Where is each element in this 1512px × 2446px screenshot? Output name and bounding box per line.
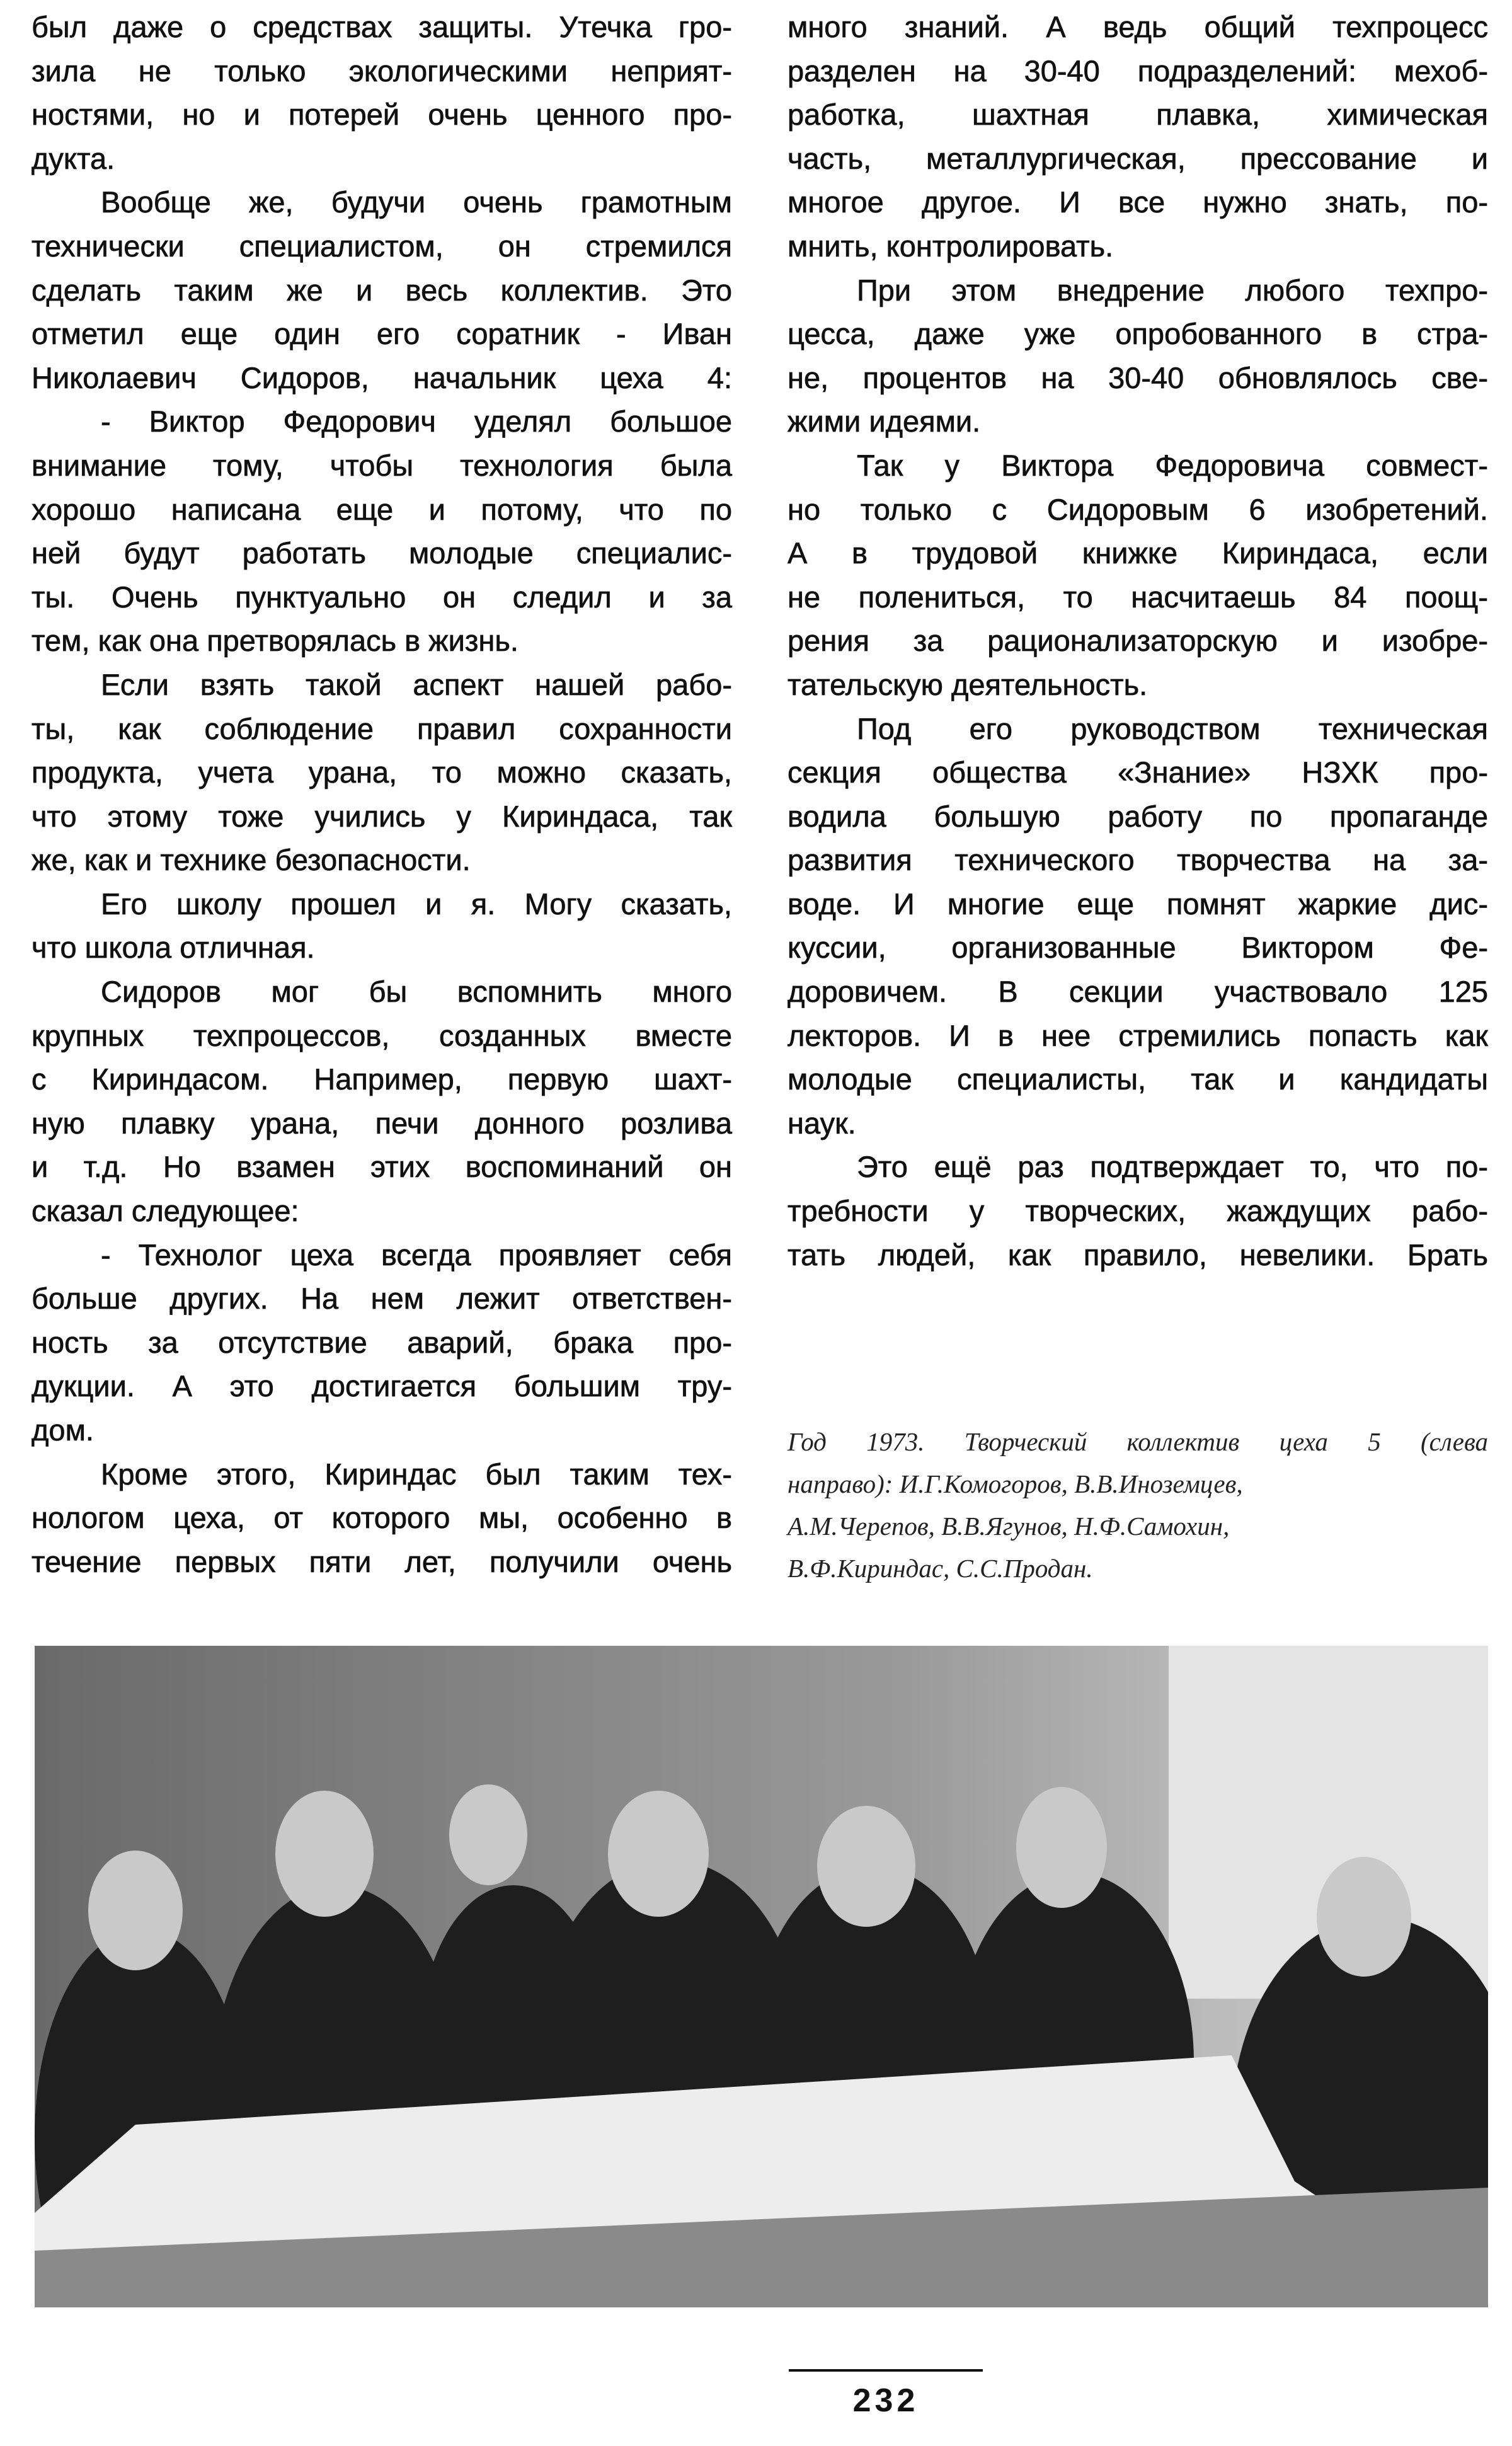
group-photo-image [35, 1646, 1488, 2307]
text-line: но только с Сидоровым 6 изобретений. [788, 492, 1488, 526]
text-line: ностями, но и потерей очень ценного про- [32, 98, 732, 132]
text-line: дукции. А это достигается большим тру- [32, 1369, 732, 1403]
text-line: - Технолог цеха всегда проявляет себя [101, 1237, 732, 1272]
text-line: разделен на 30-40 подразделений: мехоб- [788, 54, 1488, 88]
text-line: и т.д. Но взамен этих воспоминаний он [32, 1150, 732, 1184]
text-line: многое другое. И все нужно знать, по- [788, 185, 1488, 219]
text-line: работка, шахтная плавка, химическая [788, 98, 1488, 132]
text-line: цесса, даже уже опробованного в стра- [788, 317, 1488, 351]
text-line: много знаний. А ведь общий техпроцесс [788, 10, 1488, 43]
text-line: ней будут работать молодые специалис- [32, 536, 732, 570]
text-line: Николаевич Сидоров, начальник цеха 4: [32, 360, 732, 394]
text-line: рения за рационализаторскую и изобре- [788, 624, 1488, 658]
text-line: же, как и технике безопасности. [32, 843, 471, 877]
text-line: воде. И многие еще помнят жаркие дис- [788, 887, 1488, 921]
text-line: молодые специалисты, так и кандидаты [788, 1062, 1488, 1096]
text-line: секция общества «Знание» НЗХК про- [788, 755, 1488, 789]
text-line: Вообще же, будучи очень грамотным [101, 185, 732, 219]
text-line: направо): И.Г.Комогоров, В.В.Иноземцев, [788, 1469, 1243, 1498]
group-photo [35, 1646, 1488, 2307]
text-line: отметил еще один его соратник - Иван [32, 317, 732, 351]
text-line: дукта. [32, 141, 115, 175]
text-line: внимание тому, чтобы технология была [32, 448, 732, 482]
text-line: А.М.Черепов, В.В.Ягунов, Н.Ф.Самохин, [788, 1512, 1230, 1541]
text-line: Кроме этого, Кириндас был таким тех- [101, 1457, 732, 1491]
text-line: зила не только экологическими неприят- [32, 54, 732, 88]
text-line: ную плавку урана, печи донного розлива [32, 1106, 732, 1140]
text-line: - Виктор Федорович уделял большое [101, 405, 732, 439]
text-line: тем, как она претворялась в жизнь. [32, 624, 518, 658]
text-line: продукта, учета урана, то можно сказать, [32, 755, 732, 789]
text-line: Это ещё раз подтверждает то, что по- [857, 1150, 1488, 1184]
text-line: требности у творческих, жаждущих рабо- [788, 1194, 1488, 1228]
text-line: водила большую работу по пропаганде [788, 799, 1488, 833]
text-line: ты. Очень пунктуально он следил и за [32, 580, 732, 614]
text-line: сказал следующее: [32, 1194, 299, 1228]
text-line: часть, металлургическая, прессование и [788, 141, 1488, 175]
text-line: Под его руководством техническая [857, 711, 1488, 745]
right-text-column [788, 5, 1488, 1277]
text-line: больше других. На нем лежит ответствен- [32, 1282, 732, 1316]
text-line: Его школу прошел и я. Могу сказать, [101, 887, 732, 921]
text-line: что этому тоже учились у Кириндаса, так [32, 799, 732, 833]
left-text-column [32, 5, 732, 1583]
text-line: нологом цеха, от которого мы, особенно в [32, 1501, 732, 1535]
text-line: развития технического творчества на за- [788, 843, 1488, 877]
text-line: течение первых пяти лет, получили очень [32, 1544, 732, 1578]
text-line: не полениться, то насчитаешь 84 поощ- [788, 580, 1488, 614]
text-line: был даже о средствах защиты. Утечка гро- [32, 10, 732, 43]
text-line: жими идеями. [788, 405, 981, 439]
text-line: тательскую деятельность. [788, 667, 1148, 701]
text-line: ты, как соблюдение правил сохранности [32, 711, 732, 745]
text-line: наук. [788, 1106, 856, 1140]
text-line: При этом внедрение любого техпро- [857, 273, 1488, 307]
text-line: куссии, организованные Виктором Фе- [788, 931, 1488, 965]
text-line: хорошо написана еще и потому, что по [32, 492, 732, 526]
text-line: сделать таким же и весь коллектив. Это [32, 273, 732, 307]
text-line: дом. [32, 1413, 94, 1447]
text-line: Год 1973. Творческий коллектив цеха 5 (слева [788, 1427, 1488, 1456]
text-line: В.Ф.Кириндас, С.С.Продан. [788, 1554, 1093, 1583]
text-line: Если взять такой аспект нашей рабо- [101, 667, 732, 701]
text-line: А в трудовой книжке Кириндаса, если [788, 536, 1488, 570]
text-line: тать людей, как правило, невелики. Брать [788, 1237, 1488, 1272]
text-line: с Кириндасом. Например, первую шахт- [32, 1062, 732, 1096]
text-line: доровичем. В секции участвовало 125 [788, 975, 1488, 1009]
text-line: крупных техпроцессов, созданных вместе [32, 1018, 732, 1052]
text-line: технически специалистом, он стремился [32, 229, 732, 263]
text-line: что школа отличная. [32, 931, 315, 965]
photo-caption [788, 1421, 1488, 1590]
text-line: Так у Виктора Федоровича совмест- [857, 448, 1488, 482]
text-line: Сидоров мог бы вспомнить много [101, 975, 732, 1009]
page-number-rule [789, 2369, 983, 2372]
text-line: мнить, контролировать. [788, 229, 1114, 263]
text-line: не, процентов на 30-40 обновлялось све- [788, 360, 1488, 394]
page-number: 232 [852, 2382, 919, 2419]
text-line: лекторов. И в нее стремились попасть как [788, 1018, 1488, 1052]
text-line: ность за отсутствие аварий, брака про- [32, 1325, 732, 1359]
